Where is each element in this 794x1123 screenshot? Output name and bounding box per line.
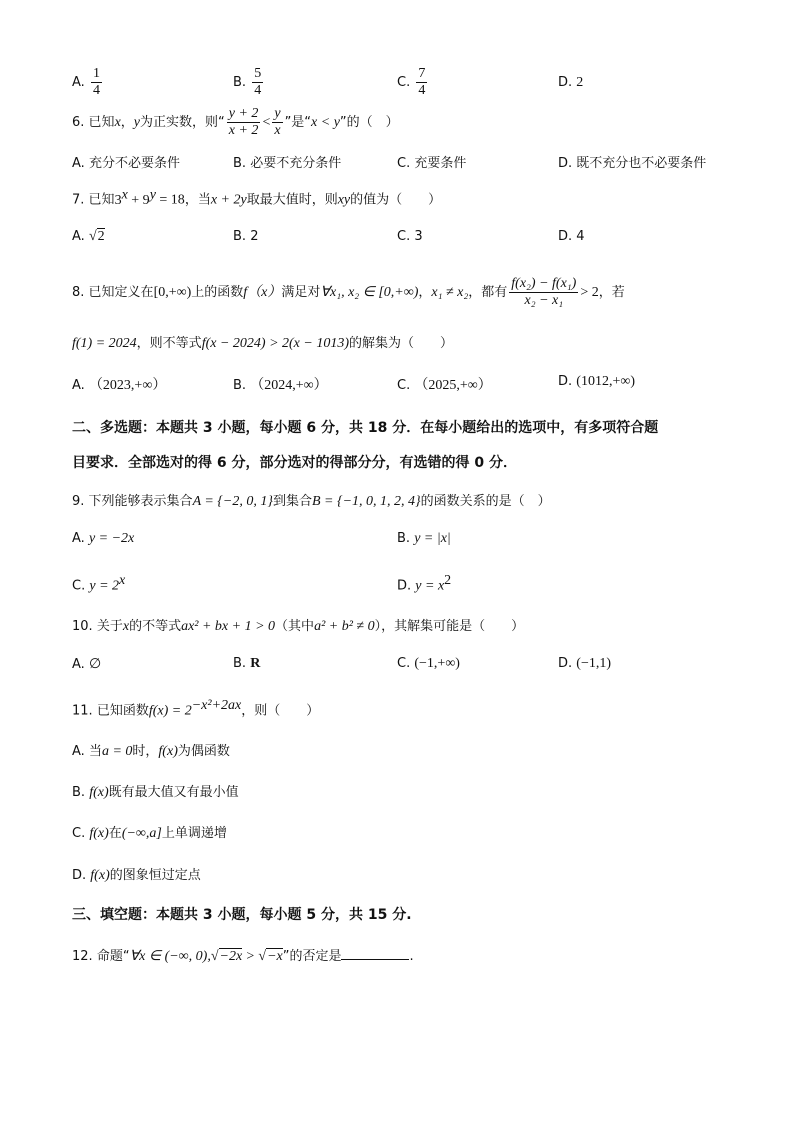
option-text: R: [250, 656, 261, 671]
option-label: B.: [233, 656, 247, 671]
variable: x: [122, 619, 130, 634]
text: 时，: [132, 744, 159, 759]
option-label: C.: [72, 578, 86, 594]
option-text: 2: [576, 75, 584, 90]
function: f(x) = 2: [148, 703, 192, 719]
option-text: (1012,+∞): [576, 374, 635, 389]
text: 当: [88, 744, 102, 759]
fraction: [252, 66, 263, 99]
option-label: A.: [72, 378, 85, 393]
option-text: 2: [250, 229, 259, 244]
text: ，当: [184, 192, 211, 208]
math: f(x): [89, 785, 109, 800]
radicand-right: −x: [267, 949, 283, 964]
option-label: A.: [72, 744, 85, 759]
q11-option-a: [72, 740, 230, 760]
q6-option-c: [397, 152, 466, 171]
text: 已知: [88, 192, 115, 208]
equals: = 18: [159, 192, 185, 208]
option-text: 的图象恒过定点: [109, 868, 201, 883]
condition: x < y: [311, 115, 340, 130]
text: 下列能够表示集合: [88, 494, 193, 509]
sqrt-symbol: √: [88, 229, 97, 244]
var-x: x: [114, 115, 121, 130]
q5-option-c: [397, 66, 429, 99]
period: .: [409, 949, 414, 964]
question-12: [72, 945, 414, 965]
inequality: x₁ ≠ x₂: [431, 285, 469, 300]
text: 已知函数: [96, 703, 149, 719]
q7-option-c: [397, 229, 423, 244]
option-text: 上单调递增: [161, 826, 227, 841]
q10-option-c: [397, 656, 460, 672]
math: (−∞,a]: [121, 826, 162, 841]
denominator: 4: [418, 83, 426, 98]
option-label: B.: [233, 378, 247, 393]
q6-option-d: [558, 152, 706, 171]
option-label: B.: [72, 785, 86, 800]
text: ），其解集可能是（ ）: [374, 619, 525, 634]
text: 命题“: [96, 949, 130, 964]
option-label: A.: [72, 229, 85, 244]
question-number: 12.: [72, 949, 93, 964]
question-number: 6.: [72, 115, 85, 130]
greater-than: > 2: [580, 285, 599, 300]
option-label: B.: [233, 229, 247, 244]
q10-option-a: [72, 656, 101, 673]
text: ，则（ ）: [241, 703, 320, 719]
option-label: D.: [558, 156, 573, 171]
q9-option-b: [397, 531, 451, 547]
option-text: 必要不充分条件: [250, 156, 342, 171]
option-text: ∅: [88, 657, 102, 672]
option-text: (−1,+∞): [414, 656, 460, 671]
q9-option-a: [72, 531, 134, 547]
q10-option-d: [558, 656, 611, 672]
option-label: D.: [72, 868, 87, 883]
q7-option-a: [72, 229, 105, 245]
set-b: B = {−1, 0, 1, 2, 4}: [311, 494, 421, 509]
numerator: y + 2: [228, 106, 259, 121]
exponent: −x²+2ax: [191, 698, 242, 713]
option-label: C.: [397, 656, 411, 671]
fraction: [416, 66, 427, 99]
text: 的解集为（ ）: [349, 336, 454, 351]
denominator: x: [274, 123, 281, 138]
option-label: A.: [72, 531, 85, 546]
section-2-heading-line-2: 目要求．全部选对的得 6 分，部分选对的得部分分，有选错的得 0 分．: [72, 455, 517, 471]
option-text: y = 2: [89, 578, 120, 594]
q6-option-a: [72, 152, 180, 171]
option-text: 3: [414, 229, 423, 244]
question-8: 8. 已知定义在[0,+∞)上的函数f（x）满足对∀x₁, x₂ ∈ [0,+∞)，x₁ ≠ x₂，都有 $\frac{\text{f(x₂) − f(x₁)}}{\text{x₂ − x₁}}$ > 2，若: [72, 276, 625, 308]
option-text: y = |x|: [414, 531, 451, 546]
text: 满足对: [281, 285, 321, 300]
question-9: [72, 490, 551, 510]
sqrt-symbol: √: [210, 949, 219, 964]
option-text: （2024,+∞）: [250, 378, 328, 393]
function: f（x）: [243, 285, 282, 300]
fraction-2: [272, 106, 282, 139]
fraction-1: [227, 106, 261, 139]
question-number: 11.: [72, 703, 93, 719]
denominator: 4: [92, 83, 100, 98]
option-text: 充分不必要条件: [88, 156, 180, 171]
text: 为正实数，则“: [140, 115, 225, 130]
option-label: A.: [72, 75, 85, 90]
q11-option-b: [72, 781, 239, 801]
option-text: 2: [97, 229, 105, 244]
text: （其中: [275, 619, 315, 634]
text: 上的函数: [191, 285, 244, 300]
q11-option-c: [72, 822, 227, 842]
equation: $3^x + 9^y$: [114, 187, 156, 208]
q8-option-d: [558, 374, 635, 390]
q5-option-d: [558, 75, 583, 91]
exponent: 2: [444, 573, 452, 588]
denominator: x + 2: [228, 123, 259, 138]
text: 取最大值时，则: [246, 192, 338, 208]
math: f(x): [89, 826, 109, 841]
option-label: D.: [558, 374, 573, 389]
question-7: [72, 187, 441, 209]
math: f(x): [90, 868, 110, 883]
option-label: B.: [233, 156, 247, 171]
quantifier: ∀x₁, x₂ ∈ [0,+∞): [320, 285, 419, 300]
q8-option-b: [233, 374, 328, 394]
fraction: [91, 66, 102, 99]
text: 关于: [96, 619, 123, 634]
option-text: （2025,+∞）: [414, 378, 492, 393]
quantifier: ∀x ∈ (−∞, 0),: [129, 949, 211, 964]
option-label: C.: [397, 229, 411, 244]
option-text: （2023,+∞）: [88, 378, 167, 393]
question-6: 6. 已知x，y为正实数，则“ $\frac{y + 2}{x + 2}$ < $\frac{y}{x}$ ”是“x < y”的（ ）: [72, 106, 399, 138]
option-label: B.: [397, 531, 411, 546]
option-label: D.: [397, 578, 412, 594]
text: 到集合: [272, 494, 312, 509]
option-label: C.: [397, 378, 411, 393]
math: f(x): [158, 744, 178, 759]
text: ”的（ ）: [339, 115, 399, 130]
option-text: y = x: [415, 578, 445, 594]
numerator: 1: [92, 66, 100, 81]
q9-option-c: [72, 573, 125, 594]
set-a: A = {−2, 0, 1}: [192, 494, 273, 509]
math: a = 0: [101, 744, 133, 759]
option-label: C.: [397, 156, 411, 171]
option-text: 既有最大值又有最小值: [108, 785, 239, 800]
domain: [0,+∞): [153, 285, 192, 300]
numerator: 7: [418, 66, 426, 81]
text: 已知定义在: [88, 285, 154, 300]
text: ，都有: [468, 285, 508, 300]
denominator: 4: [254, 83, 262, 98]
question-11: [72, 698, 319, 719]
option-text: 4: [576, 229, 585, 244]
option-label: C.: [397, 75, 411, 90]
sqrt-symbol: √: [258, 949, 267, 964]
question-10: [72, 615, 524, 635]
greater-than: >: [246, 949, 255, 964]
q8-option-c: [397, 374, 492, 394]
q6-option-b: [233, 152, 341, 171]
less-than: <: [262, 115, 271, 130]
numerator: f(x₂) − f(x₁): [511, 276, 577, 291]
text: 在: [108, 826, 122, 841]
q10-option-b: [233, 656, 260, 672]
q9-option-d: [397, 573, 451, 594]
option-label: A.: [72, 657, 85, 672]
numerator: y: [274, 106, 281, 121]
radicand-left: −2x: [219, 949, 243, 964]
section-2-heading: 二、多选题：本题共 3 小题，每小题 6 分，共 18 分．在每小题给出的选项中，有多项符合题: [72, 420, 659, 436]
q8-option-a: [72, 374, 166, 394]
denominator: x₂ − x₁: [524, 293, 564, 308]
expression: x + 2y: [210, 192, 247, 208]
exponent: x: [119, 573, 126, 588]
text: 的不等式: [129, 619, 182, 634]
text: ，若: [598, 285, 625, 300]
q5-option-b: [233, 66, 265, 99]
option-label: C.: [72, 826, 86, 841]
text: ”是“: [284, 115, 312, 130]
q5-option-a: [72, 66, 104, 99]
fraction: [509, 276, 578, 309]
text: 的值为（ ）: [350, 192, 442, 208]
q11-option-d: [72, 864, 201, 884]
option-text: 充要条件: [414, 156, 467, 171]
answer-blank[interactable]: [341, 947, 409, 960]
text: 已知: [88, 115, 115, 130]
q7-option-d: [558, 229, 585, 244]
option-text: (−1,1): [576, 656, 612, 671]
condition: f(1) = 2024: [72, 336, 137, 351]
option-label: A.: [72, 156, 85, 171]
condition: a² + b² ≠ 0: [314, 619, 375, 634]
question-8-line-2: [72, 332, 453, 352]
var-y: y: [133, 115, 141, 130]
option-text: 既不充分也不必要条件: [576, 156, 707, 171]
option-label: D.: [558, 656, 573, 671]
inequality: ax² + bx + 1 > 0: [181, 619, 276, 634]
text: 的函数关系的是（ ）: [420, 494, 551, 509]
question-number: 7.: [72, 192, 85, 208]
option-label: D.: [558, 75, 573, 90]
text: ，则不等式: [136, 336, 202, 351]
text: ”的否定是: [282, 949, 342, 964]
option-label: D.: [558, 229, 573, 244]
q7-option-b: [233, 229, 258, 244]
numerator: 5: [254, 66, 262, 81]
inequality: f(x − 2024) > 2(x − 1013): [201, 336, 349, 351]
question-number: 9.: [72, 494, 85, 509]
question-number: 8.: [72, 285, 85, 300]
option-text: 为偶函数: [177, 744, 230, 759]
section-3-heading: 三、填空题：本题共 3 小题，每小题 5 分，共 15 分.: [72, 907, 412, 923]
product: xy: [337, 192, 351, 208]
option-text: y = −2x: [88, 531, 135, 546]
option-label: B.: [233, 75, 247, 90]
question-number: 10.: [72, 619, 93, 634]
